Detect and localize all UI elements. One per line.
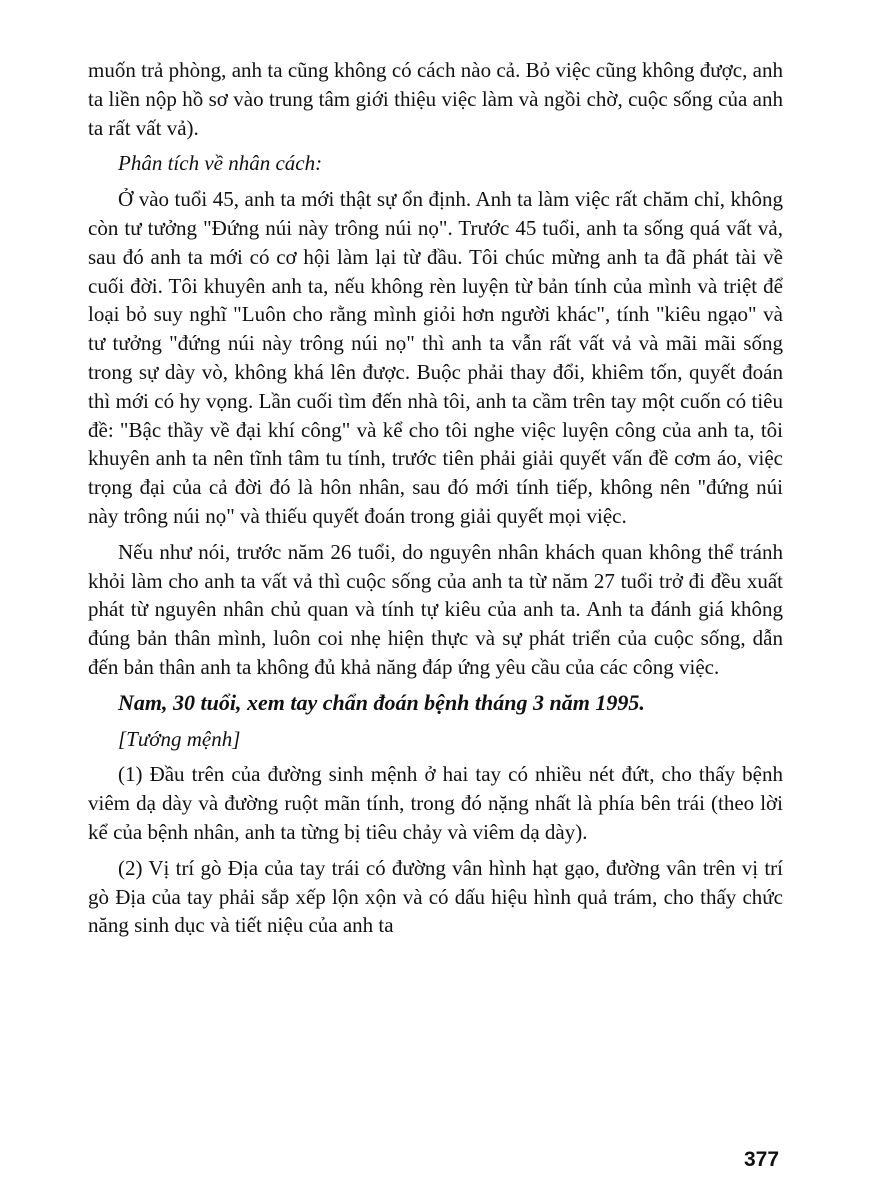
paragraph-analysis: Ở vào tuổi 45, anh ta mới thật sự ổn định. Anh ta làm việc rất chăm chỉ, không còn tư tưởng "Đứng núi này trông núi nọ". Trước 45 tuổi, anh ta sống quá vất vả, sau đó anh ta mới có cơ hội làm lại từ đầu. Tôi chúc mừng anh ta đã phát tài về cuối đời. Tôi khuyên anh ta, nếu không rèn luyện từ bản tính của mình và triệt để loại bỏ suy nghĩ "Luôn cho rằng mình giỏi hơn người khác", tính "kiêu ngạo" và tư tưởng "đứng núi này trông núi nọ" thì anh ta vẫn rất vất vả và mãi mãi sống trong sự dày vò, không khá lên được. Buộc phải thay đổi, khiêm tốn, quyết đoán thì mới có hy vọng. Lần cuối tìm đến nhà tôi, anh ta cầm trên tay một cuốn có tiêu đề: "Bậc thầy về đại khí công" và kể cho tôi nghe việc luyện công của anh ta, tôi khuyên anh ta nên tĩnh tâm tu tính, trước tiên phải giải quyết vấn đề cơm áo, việc trọng đại của cả đời đó là hôn nhân, sau đó mới tính tiếp, không nên "đứng núi này trông núi nọ" và thiếu quyết đoán trong giải quyết mọi việc. [88, 187, 783, 528]
paragraph-point-2: (2) Vị trí gò Địa của tay trái có đường vân hình hạt gạo, đường vân trên vị trí gò Địa của tay phải sắp xếp lộn xộn và có dấu hiệu hình quả trám, cho thấy chức năng sinh dục và tiết niệu của anh ta [88, 855, 783, 938]
paragraph-point-1: (1) Đầu trên của đường sinh mệnh ở hai tay có nhiều nét đứt, cho thấy bệnh viêm dạ dày và đường ruột mãn tính, trong đó nặng nhất là phía bên trái (theo lời kể của bệnh nhân, anh ta từng bị tiêu chảy và viêm dạ dày). [88, 762, 783, 844]
case-heading: Nam, 30 tuổi, xem tay chẩn đoán bệnh tháng 3 năm 1995. [118, 689, 645, 715]
paragraph-continuation: muốn trả phòng, anh ta cũng không có cách nào cả. Bỏ việc cũng không được, anh ta liền nộp hồ sơ vào trung tâm giới thiệu việc làm và ngồi chờ, cuộc sống của anh ta rất vất vả). [88, 58, 783, 140]
page-number: 377 [744, 1148, 780, 1171]
paragraph-conclusion: Nếu như nói, trước năm 26 tuổi, do nguyên nhân khách quan không thể tránh khỏi làm cho anh ta vất vả thì cuộc sống của anh ta từ năm 27 tuổi trở đi đều xuất phát từ nguyên nhân chủ quan và tính tự kiêu của anh ta. Anh ta đánh giá không đúng bản thân mình, luôn coi nhẹ hiện thực và sự phát triển của cuộc sống, dẫn đến bản thân anh ta không đủ khả năng đáp ứng yêu cầu của các công việc. [88, 539, 783, 679]
analysis-heading: Phân tích về nhân cách: [118, 151, 323, 176]
section-label: [Tướng mệnh] [118, 726, 241, 751]
book-page-text [88, 56, 783, 940]
